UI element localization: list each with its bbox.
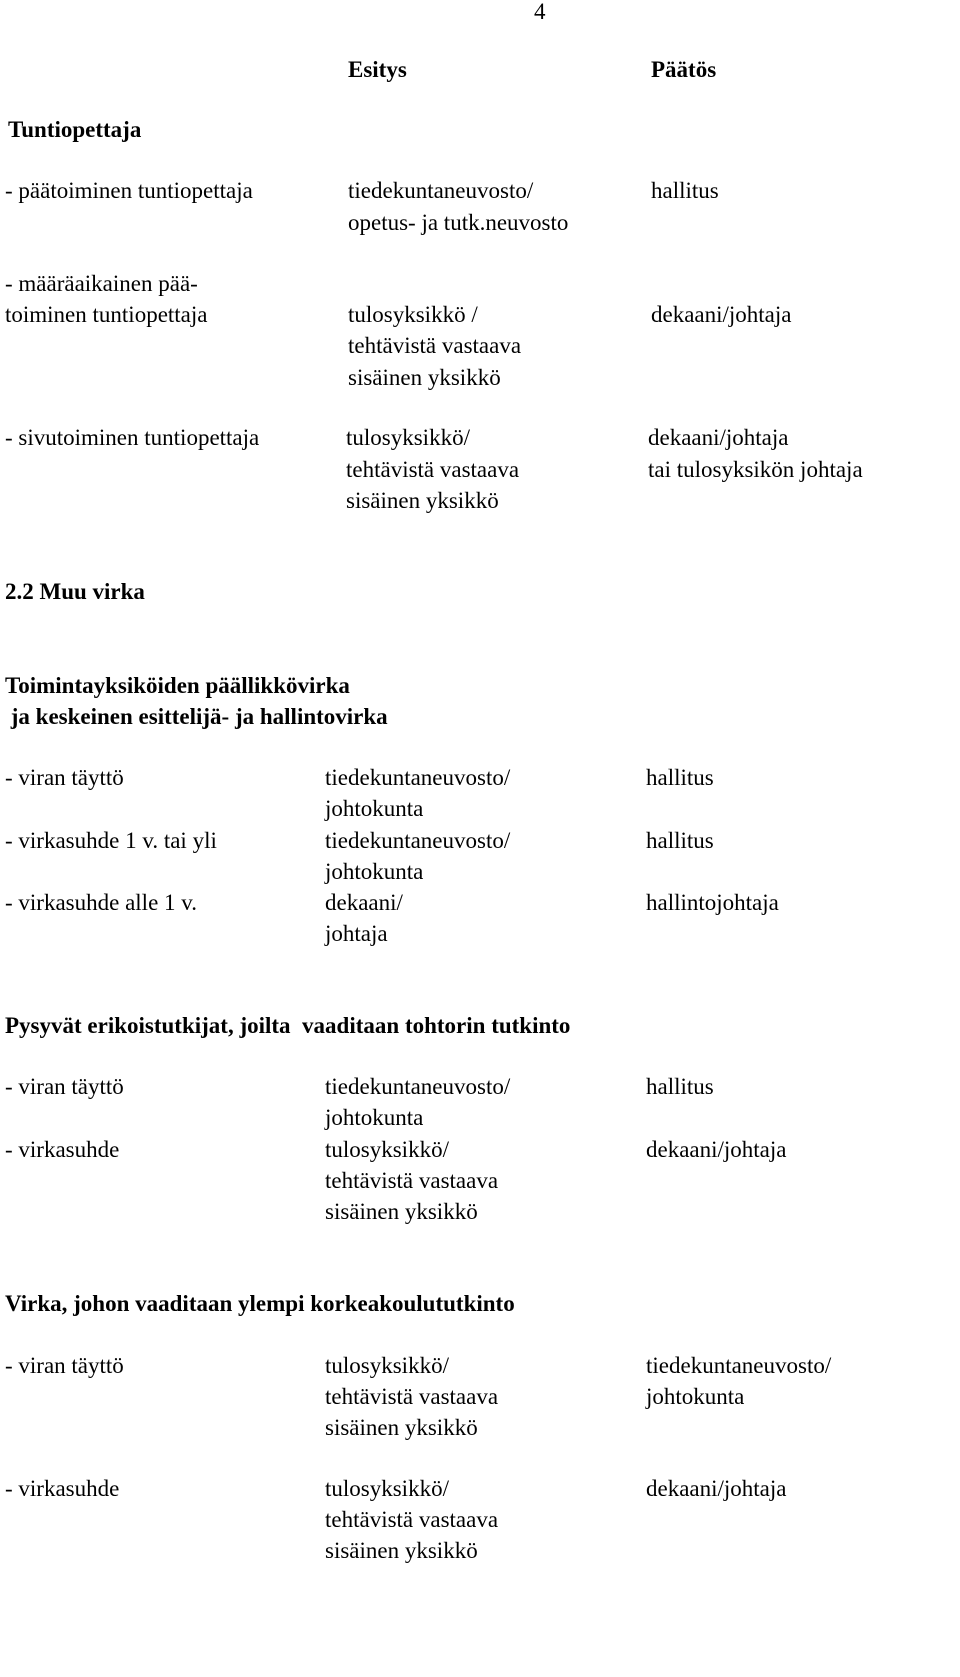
section-heading-muu-virka: 2.2 Muu virka bbox=[5, 579, 145, 604]
section-heading-tuntiopettaja: Tuntiopettaja bbox=[8, 117, 142, 142]
row-esitys: johtaja bbox=[325, 921, 388, 946]
row-paatos: hallitus bbox=[646, 765, 714, 790]
row-label: - viran täyttö bbox=[5, 1353, 124, 1378]
row-paatos: dekaani/johtaja bbox=[646, 1476, 787, 1501]
row-esitys: sisäinen yksikkö bbox=[346, 488, 499, 513]
row-paatos: tiedekuntaneuvosto/ bbox=[646, 1353, 832, 1378]
row-paatos: hallitus bbox=[646, 828, 714, 853]
row-paatos: johtokunta bbox=[646, 1384, 745, 1409]
row-esitys: tehtävistä vastaava bbox=[325, 1507, 499, 1532]
row-esitys: tehtävistä vastaava bbox=[325, 1168, 499, 1193]
row-paatos: tai tulosyksikön johtaja bbox=[648, 457, 863, 482]
row-esitys: sisäinen yksikkö bbox=[348, 365, 501, 390]
subsection-heading: ja keskeinen esittelijä- ja hallintovirka bbox=[5, 704, 388, 729]
row-label: - virkasuhde bbox=[5, 1476, 120, 1501]
row-label: - viran täyttö bbox=[5, 1074, 124, 1099]
row-label: - virkasuhde alle 1 v. bbox=[5, 890, 198, 915]
row-esitys: sisäinen yksikkö bbox=[325, 1199, 478, 1224]
row-label: - virkasuhde bbox=[5, 1137, 120, 1162]
row-esitys: tulosyksikkö/ bbox=[325, 1476, 449, 1501]
page-number: 4 bbox=[534, 0, 546, 24]
row-paatos: hallitus bbox=[646, 1074, 714, 1099]
section-heading-ylempi: Virka, johon vaaditaan ylempi korkeakoulututkinto bbox=[5, 1291, 515, 1316]
row-esitys: tiedekuntaneuvosto/ bbox=[325, 765, 511, 790]
column-header-esitys: Esitys bbox=[348, 57, 407, 82]
row-esitys: johtokunta bbox=[325, 1105, 424, 1130]
row-label: - päätoiminen tuntiopettaja bbox=[5, 178, 253, 203]
row-esitys: opetus- ja tutk.neuvosto bbox=[348, 210, 569, 235]
row-paatos: dekaani/johtaja bbox=[651, 302, 792, 327]
row-esitys: tulosyksikkö/ bbox=[325, 1353, 449, 1378]
row-label: - virkasuhde 1 v. tai yli bbox=[5, 828, 217, 853]
row-label: - määräaikainen pää- bbox=[5, 271, 198, 296]
row-esitys: tiedekuntaneuvosto/ bbox=[325, 828, 511, 853]
row-esitys: tiedekuntaneuvosto/ bbox=[325, 1074, 511, 1099]
row-paatos: dekaani/johtaja bbox=[648, 425, 789, 450]
row-esitys: tehtävistä vastaava bbox=[346, 457, 520, 482]
row-esitys: tulosyksikkö / bbox=[348, 302, 478, 327]
row-label: toiminen tuntiopettaja bbox=[5, 302, 208, 327]
row-esitys: tulosyksikkö/ bbox=[346, 425, 470, 450]
column-header-paatos: Päätös bbox=[651, 57, 717, 82]
row-label: - sivutoiminen tuntiopettaja bbox=[5, 425, 260, 450]
subsection-heading: Toimintayksiköiden päällikkövirka bbox=[5, 673, 350, 698]
row-label: - viran täyttö bbox=[5, 765, 124, 790]
row-paatos: hallitus bbox=[651, 178, 719, 203]
row-esitys: sisäinen yksikkö bbox=[325, 1415, 478, 1440]
row-esitys: tehtävistä vastaava bbox=[348, 333, 522, 358]
row-esitys: johtokunta bbox=[325, 859, 424, 884]
row-esitys: johtokunta bbox=[325, 796, 424, 821]
row-esitys: tulosyksikkö/ bbox=[325, 1137, 449, 1162]
section-heading-erikoistutkijat: Pysyvät erikoistutkijat, joilta vaaditaan tohtorin tutkinto bbox=[5, 1013, 571, 1038]
row-paatos: hallintojohtaja bbox=[646, 890, 779, 915]
row-paatos: dekaani/johtaja bbox=[646, 1137, 787, 1162]
row-esitys: tehtävistä vastaava bbox=[325, 1384, 499, 1409]
row-esitys: tiedekuntaneuvosto/ bbox=[348, 178, 534, 203]
row-esitys: sisäinen yksikkö bbox=[325, 1538, 478, 1563]
row-esitys: dekaani/ bbox=[325, 890, 403, 915]
